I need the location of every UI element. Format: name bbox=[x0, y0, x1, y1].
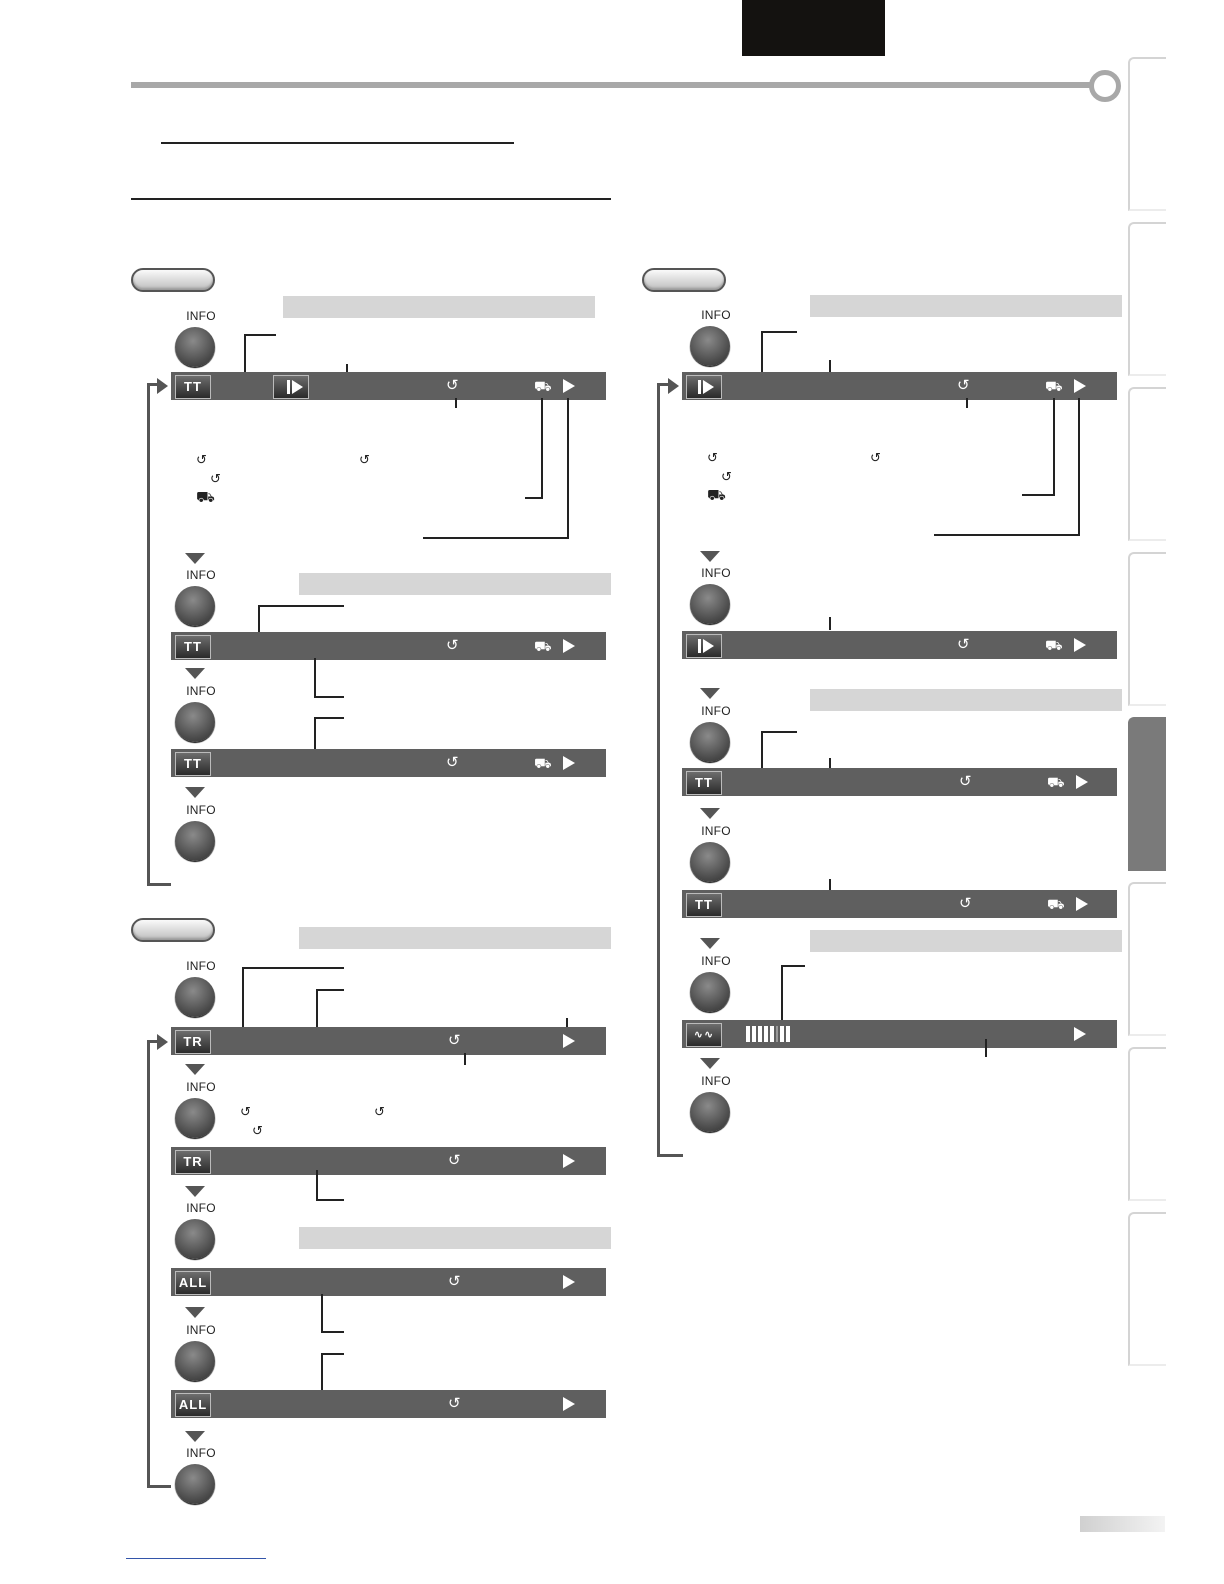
arrow-down-icon bbox=[700, 938, 720, 949]
camera-angle-icon: ⛟ bbox=[707, 487, 726, 504]
camera-angle-icon: ⛟ bbox=[1047, 896, 1065, 912]
repeat-icon: ↺ bbox=[196, 452, 207, 467]
repeat-icon: ↺ bbox=[448, 1273, 461, 1290]
info-label: INFO bbox=[186, 568, 216, 582]
osd-bar bbox=[171, 1268, 606, 1296]
title-badge: TT bbox=[175, 375, 211, 399]
callout-line bbox=[761, 731, 763, 772]
caption-bar bbox=[283, 296, 595, 318]
track-badge: TR bbox=[175, 1030, 211, 1054]
info-button[interactable] bbox=[690, 842, 730, 882]
title-ring bbox=[1089, 70, 1121, 102]
repeat-icon: ↺ bbox=[870, 450, 881, 465]
info-button[interactable] bbox=[175, 702, 215, 742]
callout-line bbox=[761, 731, 797, 733]
osd-bar bbox=[682, 890, 1117, 918]
info-label: INFO bbox=[701, 566, 731, 580]
arrow-down-icon bbox=[185, 553, 205, 564]
callout-line bbox=[934, 534, 1080, 536]
callout-line bbox=[321, 1353, 323, 1391]
info-label: INFO bbox=[186, 684, 216, 698]
info-label: INFO bbox=[186, 959, 216, 973]
step-play-icon bbox=[273, 375, 309, 399]
step-play-icon bbox=[686, 634, 722, 658]
camera-angle-icon: ⛟ bbox=[534, 755, 552, 771]
camera-angle-icon: ⛟ bbox=[534, 638, 552, 654]
info-button[interactable] bbox=[175, 327, 215, 367]
callout-line bbox=[829, 617, 831, 630]
info-label: INFO bbox=[186, 1201, 216, 1215]
callout-line bbox=[258, 605, 344, 607]
callout-line bbox=[985, 1039, 987, 1057]
title-badge: TT bbox=[175, 635, 211, 659]
callout-line bbox=[966, 398, 968, 408]
title-badge: TT bbox=[686, 893, 722, 917]
camera-angle-icon: ⛟ bbox=[196, 489, 215, 506]
callout-line bbox=[1078, 398, 1080, 536]
repeat-icon: ↺ bbox=[448, 1152, 461, 1169]
subheading-rule bbox=[131, 198, 611, 200]
info-label: INFO bbox=[701, 954, 731, 968]
callout-line bbox=[761, 331, 763, 373]
mode-pill-audio-cd bbox=[131, 918, 215, 942]
repeat-icon: ↺ bbox=[359, 452, 370, 467]
side-tab-5-active[interactable] bbox=[1128, 717, 1166, 871]
loop-line bbox=[147, 1040, 157, 1043]
title-badge: TT bbox=[175, 752, 211, 776]
osd-bar bbox=[682, 631, 1117, 659]
page-number-tab bbox=[1080, 1516, 1165, 1532]
callout-line bbox=[761, 331, 797, 333]
mode-pill-dvd-video bbox=[131, 268, 215, 292]
repeat-icon: ↺ bbox=[707, 450, 718, 465]
callout-line bbox=[316, 1199, 344, 1201]
play-icon bbox=[563, 1275, 575, 1289]
step-play-icon bbox=[686, 375, 722, 399]
callout-line bbox=[321, 1331, 344, 1333]
arrow-down-icon bbox=[700, 688, 720, 699]
all-badge: ALL bbox=[175, 1393, 211, 1417]
info-button[interactable] bbox=[175, 1219, 215, 1259]
info-button[interactable] bbox=[175, 1098, 215, 1138]
callout-line bbox=[316, 1170, 318, 1201]
loop-line bbox=[147, 1040, 150, 1488]
callout-line bbox=[464, 1053, 466, 1065]
play-icon bbox=[1076, 897, 1088, 911]
loop-arrow-icon bbox=[157, 1034, 168, 1050]
repeat-icon: ↺ bbox=[446, 754, 459, 771]
callout-line bbox=[321, 1353, 344, 1355]
callout-line bbox=[423, 537, 569, 539]
level-gauge bbox=[746, 1026, 792, 1042]
callout-line bbox=[525, 497, 543, 499]
callout-line bbox=[321, 1294, 323, 1333]
osd-bar bbox=[171, 1390, 606, 1418]
loop-line bbox=[657, 383, 668, 386]
info-button[interactable] bbox=[175, 977, 215, 1017]
loop-line bbox=[147, 1485, 171, 1488]
osd-bar bbox=[682, 1020, 1117, 1048]
callout-line bbox=[314, 717, 344, 719]
repeat-icon: ↺ bbox=[448, 1395, 461, 1412]
osd-bar bbox=[171, 372, 606, 400]
loop-line bbox=[147, 883, 171, 886]
loop-line bbox=[147, 383, 157, 386]
play-icon bbox=[1074, 379, 1086, 393]
caption-bar bbox=[299, 927, 611, 949]
loop-line bbox=[147, 383, 150, 885]
side-tab-3[interactable] bbox=[1128, 387, 1166, 541]
arrow-down-icon bbox=[185, 1186, 205, 1197]
play-icon bbox=[563, 639, 575, 653]
callout-line bbox=[242, 967, 244, 1030]
info-label: INFO bbox=[701, 704, 731, 718]
info-button[interactable] bbox=[690, 972, 730, 1012]
loop-line bbox=[657, 1154, 683, 1157]
play-icon bbox=[563, 379, 575, 393]
caption-bar bbox=[299, 573, 611, 595]
osd-bar bbox=[682, 372, 1117, 400]
play-icon bbox=[563, 1034, 575, 1048]
arrow-down-icon bbox=[185, 1431, 205, 1442]
side-tab-6[interactable] bbox=[1128, 882, 1166, 1036]
callout-line bbox=[1022, 494, 1055, 496]
callout-line bbox=[781, 965, 783, 1020]
repeat-icon: ↺ bbox=[448, 1032, 461, 1049]
side-tab-4[interactable] bbox=[1128, 552, 1166, 706]
info-button[interactable] bbox=[175, 1464, 215, 1504]
info-button[interactable] bbox=[175, 821, 215, 861]
loop-arrow-icon bbox=[157, 378, 168, 394]
all-badge: ALL bbox=[175, 1271, 211, 1295]
play-icon bbox=[1074, 1027, 1086, 1041]
arrow-down-icon bbox=[185, 787, 205, 798]
osd-bar bbox=[171, 749, 606, 777]
play-icon bbox=[1076, 775, 1088, 789]
info-button[interactable] bbox=[690, 722, 730, 762]
track-badge: TR bbox=[175, 1150, 211, 1174]
info-label: INFO bbox=[186, 309, 216, 323]
callout-line bbox=[314, 658, 316, 698]
info-button[interactable] bbox=[175, 1341, 215, 1381]
repeat-icon: ↺ bbox=[959, 895, 972, 912]
callout-line bbox=[314, 696, 344, 698]
repeat-icon: ↺ bbox=[957, 377, 970, 394]
repeat-icon: ↺ bbox=[240, 1104, 251, 1119]
caption-bar bbox=[810, 930, 1122, 952]
arrow-down-icon bbox=[700, 551, 720, 562]
repeat-icon: ↺ bbox=[446, 637, 459, 654]
caption-bar bbox=[810, 689, 1122, 711]
title-rule bbox=[131, 82, 1099, 88]
loop-arrow-icon bbox=[668, 378, 679, 394]
repeat-icon: ↺ bbox=[721, 469, 732, 484]
callout-line bbox=[244, 334, 246, 376]
callout-line bbox=[541, 398, 543, 499]
arrow-down-icon bbox=[185, 1064, 205, 1075]
play-icon bbox=[1074, 638, 1086, 652]
info-button[interactable] bbox=[175, 586, 215, 626]
callout-line bbox=[316, 989, 318, 1030]
info-label: INFO bbox=[186, 1323, 216, 1337]
title-badge: TT bbox=[686, 771, 722, 795]
caption-bar bbox=[810, 295, 1122, 317]
callout-line bbox=[314, 717, 316, 753]
language-tab bbox=[742, 0, 885, 56]
info-button[interactable] bbox=[690, 1092, 730, 1132]
side-tab-7[interactable] bbox=[1128, 1047, 1166, 1201]
callout-line bbox=[781, 965, 805, 967]
callout-line bbox=[242, 967, 344, 969]
info-button[interactable] bbox=[690, 326, 730, 366]
repeat-icon: ↺ bbox=[374, 1104, 385, 1119]
repeat-icon: ↺ bbox=[957, 636, 970, 653]
caption-bar bbox=[299, 1227, 611, 1249]
side-tab-1[interactable] bbox=[1128, 57, 1166, 211]
callout-line bbox=[1053, 398, 1055, 496]
repeat-icon: ↺ bbox=[210, 471, 221, 486]
play-icon bbox=[563, 1397, 575, 1411]
heading-rule bbox=[161, 142, 514, 144]
osd-bar bbox=[171, 1027, 606, 1055]
arrow-down-icon bbox=[185, 1307, 205, 1318]
camera-angle-icon: ⛟ bbox=[1045, 378, 1063, 394]
info-button[interactable] bbox=[690, 584, 730, 624]
info-label: INFO bbox=[186, 803, 216, 817]
arrow-down-icon bbox=[700, 808, 720, 819]
camera-angle-icon: ⛟ bbox=[1047, 774, 1065, 790]
info-label: INFO bbox=[701, 308, 731, 322]
callout-line bbox=[244, 334, 276, 336]
callout-line bbox=[316, 989, 344, 991]
info-label: INFO bbox=[186, 1080, 216, 1094]
info-label: INFO bbox=[701, 824, 731, 838]
loop-line bbox=[657, 383, 660, 1157]
repeat-icon: ↺ bbox=[252, 1123, 263, 1138]
callout-line bbox=[455, 398, 457, 408]
play-icon bbox=[563, 1154, 575, 1168]
osd-bar bbox=[171, 1147, 606, 1175]
camera-angle-icon: ⛟ bbox=[534, 378, 552, 394]
waveform-icon: ∿∿ bbox=[686, 1023, 722, 1047]
camera-angle-icon: ⛟ bbox=[1045, 637, 1063, 653]
osd-bar bbox=[171, 632, 606, 660]
mode-pill-video bbox=[642, 268, 726, 292]
repeat-icon: ↺ bbox=[446, 377, 459, 394]
arrow-down-icon bbox=[700, 1058, 720, 1069]
osd-bar bbox=[682, 768, 1117, 796]
play-icon bbox=[563, 756, 575, 770]
footer-link-rule bbox=[126, 1558, 266, 1559]
repeat-icon: ↺ bbox=[959, 773, 972, 790]
side-tab-2[interactable] bbox=[1128, 222, 1166, 376]
info-label: INFO bbox=[701, 1074, 731, 1088]
callout-line bbox=[567, 398, 569, 539]
side-tab-8[interactable] bbox=[1128, 1212, 1166, 1366]
info-label: INFO bbox=[186, 1446, 216, 1460]
arrow-down-icon bbox=[185, 668, 205, 679]
